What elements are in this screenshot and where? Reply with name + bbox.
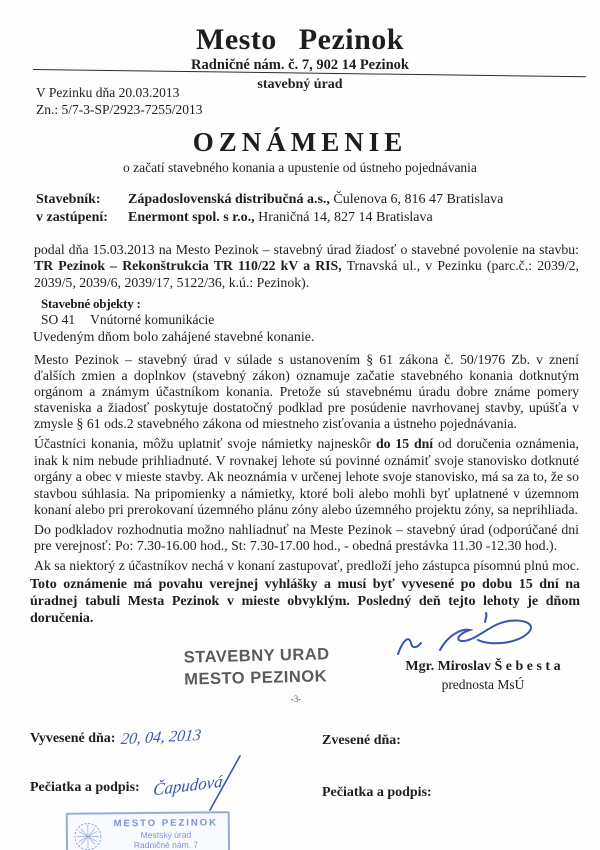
request-text-post: Trnavská ul., v Pezinku (parc.č.: 2039/2, 2039/5, 2039/6, 2039/17, 5122/36, k.ú.: Pezinok). bbox=[34, 258, 579, 290]
building-objects-block bbox=[41, 296, 214, 328]
objections-deadline: do 15 dní bbox=[375, 436, 434, 451]
municipal-stamp-line3: Radničné nám. 7 bbox=[133, 839, 199, 850]
municipal-stamp-line1: MESTO PEZINOK bbox=[113, 817, 219, 830]
building-object-item bbox=[41, 312, 214, 328]
representative-address: Hraničná 14, 827 14 Bratislava bbox=[254, 209, 433, 225]
building-objects-heading: Stavebné objekty : bbox=[41, 296, 141, 311]
reference-number: Zn.: 5/7-3-SP/2923-7255/2013 bbox=[36, 102, 203, 117]
representative-value bbox=[128, 209, 581, 227]
handwritten-signature-capudova: Čapudová bbox=[152, 771, 224, 800]
commencement-line: Uvedeným dňom bolo zahájené stavebné konanie. bbox=[33, 330, 315, 345]
municipal-blue-stamp bbox=[66, 811, 231, 850]
seal-signature-right-row bbox=[322, 785, 432, 801]
paragraph-request bbox=[34, 242, 579, 291]
office-stamp-line1: STAVEBNY URAD bbox=[183, 645, 330, 667]
representative-label: v zastúpení: bbox=[36, 209, 108, 225]
signature-flourish-stroke bbox=[196, 752, 244, 814]
objections-text-pre: Účastníci konania, môžu uplatniť svoje námietky najneskôr bbox=[34, 436, 376, 451]
paragraph-public-notice: Toto oznámenie má povahu verejnej vyhlášky a musí byť vyvesené po dobu 15 dní na úradnej tabuli Mesta Pezinok v mieste obvyklým. Posledný deň tejto lehoty je dňom doručenia. bbox=[30, 577, 580, 626]
building-object-code: SO 41 bbox=[41, 312, 76, 327]
paragraph-inspection: Do podkladov rozhodnutia možno nahliadnuť na Meste Pezinok – stavebný úrad (odporúčané dni pre verejnosť: Po: 7.30-16.00 hod., St: 7.30-17.00 hod., - obedná prestávka 11.30 -12.30 hod.). bbox=[34, 522, 579, 554]
builder-label: Stavebník: bbox=[36, 192, 101, 207]
representative-name: Enermont spol. s r.o., bbox=[128, 209, 255, 225]
representative-row bbox=[36, 209, 581, 227]
document-title: OZNÁMENIE bbox=[192, 127, 408, 157]
municipal-stamp-text bbox=[108, 818, 224, 850]
paragraph-objections bbox=[34, 436, 579, 519]
signer-name: Mgr. Miroslav Š e b e s t a bbox=[405, 659, 561, 674]
seal-right-label: Pečiatka a podpis: bbox=[322, 785, 432, 800]
posted-label: Vyvesené dňa: bbox=[30, 731, 116, 746]
office-stamp bbox=[183, 643, 330, 690]
request-project-name: TR Pezinok – Rekonštrukcia TR 110/22 kV a RIS, bbox=[34, 258, 342, 274]
builder-address: Čulenova 6, 816 47 Bratislava bbox=[329, 192, 504, 207]
letterhead-city: Mesto Pezinok bbox=[196, 23, 404, 56]
builder-name: Západoslovenská distribučná a.s., bbox=[128, 192, 330, 207]
posted-row bbox=[30, 726, 202, 749]
document-subtitle: o začatí stavebného konania a upustenie od ústneho pojednávania bbox=[123, 160, 477, 175]
page-number: -3- bbox=[290, 694, 302, 704]
parties-block bbox=[36, 191, 581, 226]
signer-title: prednosta MsÚ bbox=[441, 677, 525, 692]
seal-left-label: Pečiatka a podpis: bbox=[30, 780, 140, 795]
letterhead-office: stavebný úrad bbox=[257, 77, 343, 92]
office-stamp-line2: MESTO PEZINOK bbox=[184, 667, 328, 689]
municipal-stamp-emblem-icon bbox=[72, 817, 104, 850]
objections-text-post: od doručenia oznámenia, inak k nim nebude prihliadnuté. V rovnakej lehote sú povinné oznámiť svoje stanovisko dotknuté orgány a obec v mieste stavby. Ak neoznámia v určenej lehote svoje stanovisko, má sa za to, že so stavbou súhlasia. Na pripomienky a námietky, ktoré boli alebo mohli byť uplatnené v územnom konaní alebo pri prerokovaní územného plánu zóny alebo územného projektu zóny, sa neprihliada. bbox=[34, 436, 579, 518]
builder-value bbox=[128, 191, 581, 209]
builder-row bbox=[36, 191, 581, 209]
place-and-date: V Pezinku dňa 20.03.2013 bbox=[36, 85, 180, 100]
paragraph-notice: Mesto Pezinok – stavebný úrad v súlade s ustanovením § 61 zákona č. 50/1976 Zb. v znení ďalších zmien a doplnkov (stavebný zákon) oznamuje začatie stavebného konania dotknutým orgánom a známym účastníkom konania. Pretože sú stavebnému úradu dobre známe pomery staveniska a žiadosť poskytuje dostatočný podklad pre posúdenie navrhovanej stavby, upúšťa v zmysle § 61 ods.2 stavebného zákona od miestneho zisťovania a ústneho pojednávania. bbox=[34, 352, 579, 431]
paragraph-representation: Ak sa niektorý z účastníkov nechá v konaní zastupovať, predloží jeho zástupca písomnú plnú moc. bbox=[34, 558, 580, 573]
building-object-name: Vnútorné komunikácie bbox=[90, 312, 215, 327]
removed-row bbox=[322, 733, 401, 749]
letterhead-address: Radničné nám. č. 7, 902 14 Pezinok bbox=[191, 57, 409, 73]
request-text-pre: podal dňa 15.03.2013 na Mesto Pezinok – stavebný úrad žiadosť o stavebné povolenie na stavbu: bbox=[34, 242, 579, 257]
posted-handwritten-date: 20, 04, 2013 bbox=[120, 726, 202, 749]
seal-signature-left-row bbox=[30, 771, 224, 800]
municipal-stamp-line2: Mestský úrad bbox=[140, 829, 192, 840]
removed-label: Zvesené dňa: bbox=[322, 733, 401, 748]
signature-prednosta bbox=[388, 612, 568, 664]
